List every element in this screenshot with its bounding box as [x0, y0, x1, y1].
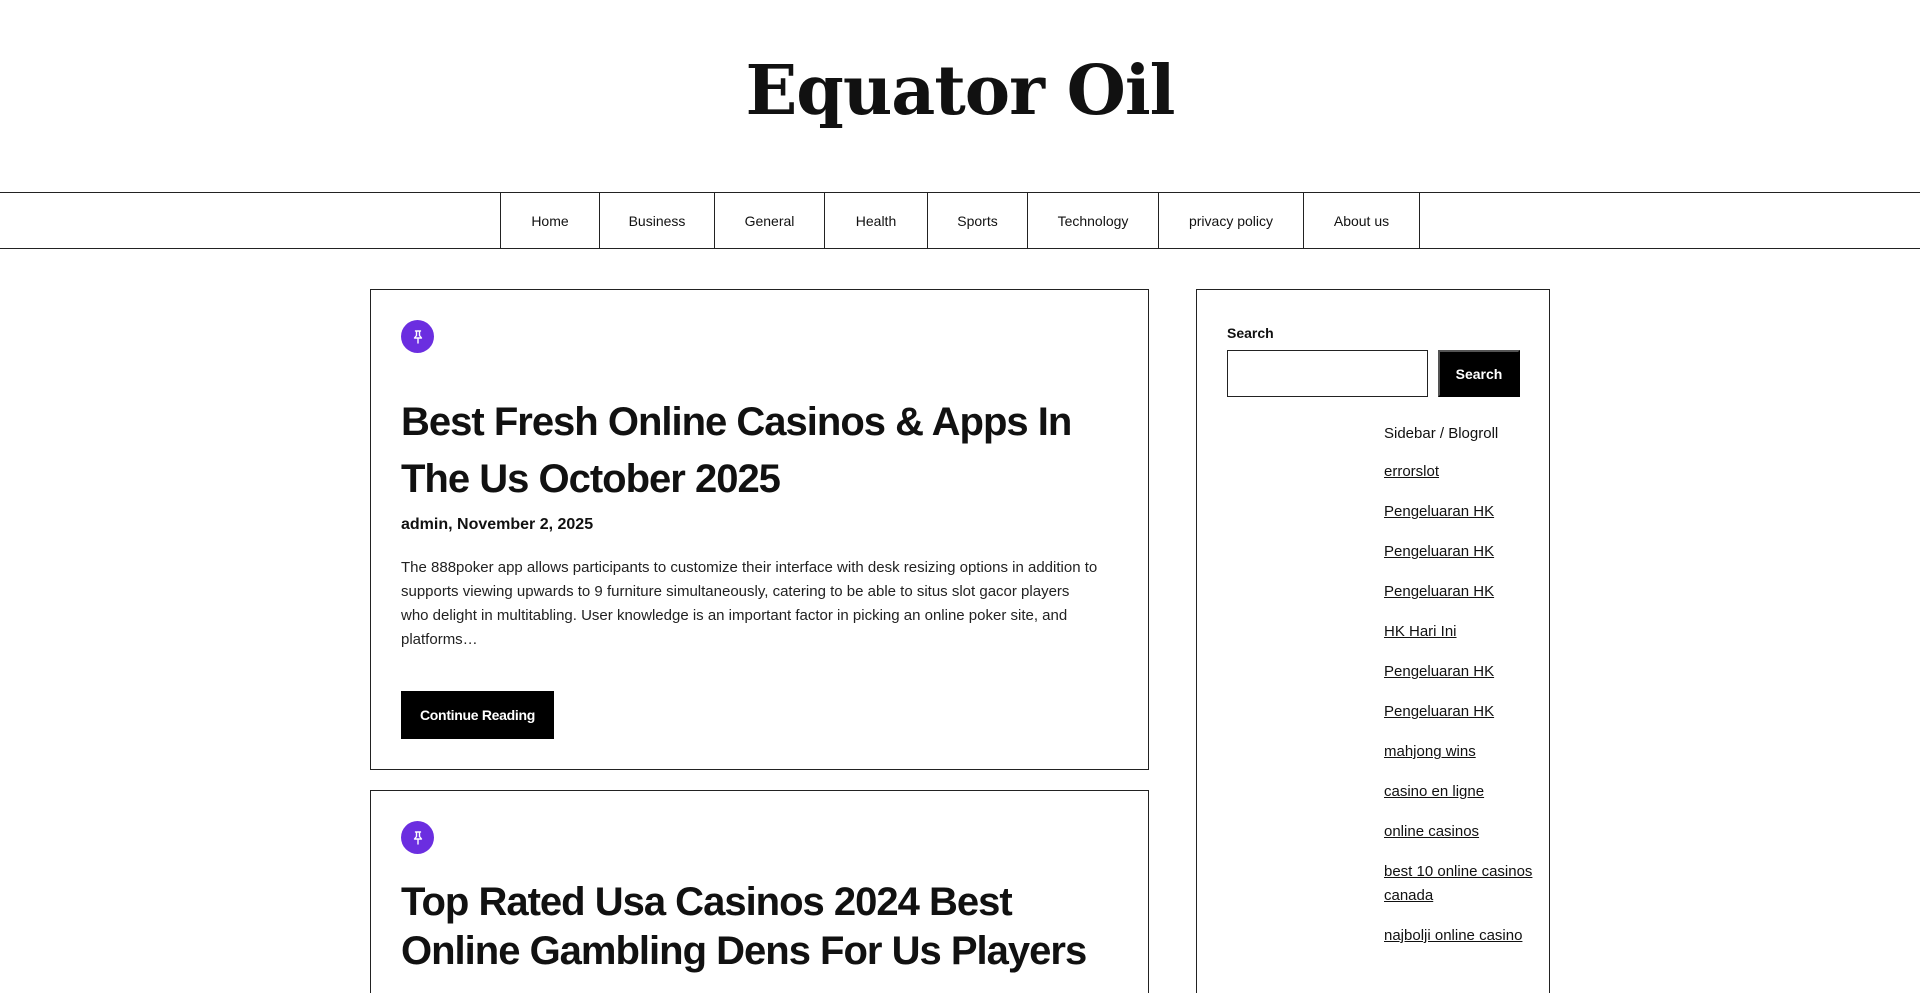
- blogroll-link[interactable]: Pengeluaran HK: [1384, 503, 1495, 520]
- search-input[interactable]: [1227, 350, 1428, 397]
- blogroll-link[interactable]: HK Hari Ini: [1384, 623, 1457, 640]
- post-card: [370, 790, 1149, 993]
- blogroll-link[interactable]: najbolji online casino: [1384, 927, 1523, 944]
- nav-item-technology[interactable]: Technology: [1028, 193, 1159, 248]
- post-title[interactable]: Top Rated Usa Casinos 2024 Best Online Gambling Dens For Us Players: [401, 880, 1087, 973]
- nav-item-business[interactable]: Business: [600, 193, 715, 248]
- blogroll-link[interactable]: online casinos: [1384, 823, 1480, 840]
- main-navigation: [0, 192, 1920, 249]
- pin-icon: [401, 821, 434, 854]
- blogroll-link[interactable]: best 10 online casinos canada: [1384, 863, 1533, 904]
- search-label: Search: [1227, 325, 1274, 341]
- nav-item-general[interactable]: General: [715, 193, 825, 248]
- post-card: [370, 289, 1149, 770]
- nav-item-about-us[interactable]: About us: [1304, 193, 1420, 248]
- nav-item-sports[interactable]: Sports: [928, 193, 1028, 248]
- site-title[interactable]: Equator Oil: [745, 51, 1175, 131]
- blogroll-link[interactable]: Pengeluaran HK: [1384, 583, 1495, 600]
- blogroll-link[interactable]: Pengeluaran HK: [1384, 663, 1495, 680]
- pin-icon: [401, 320, 434, 353]
- continue-reading-button[interactable]: Continue Reading: [401, 691, 554, 739]
- post-meta: admin, November 2, 2025: [401, 516, 594, 533]
- site-header: [0, 0, 1920, 193]
- nav-item-privacy-policy[interactable]: privacy policy: [1159, 193, 1304, 248]
- blogroll-heading: Sidebar / Blogroll: [1384, 425, 1499, 442]
- sidebar: [1196, 289, 1550, 993]
- nav-menu: [500, 193, 1420, 248]
- blogroll-link[interactable]: errorslot: [1384, 463, 1440, 480]
- search-button[interactable]: Search: [1438, 350, 1520, 397]
- blogroll: [1384, 420, 1534, 964]
- post-title[interactable]: Best Fresh Online Casinos & Apps In The Us October 2025: [401, 400, 1072, 501]
- blogroll-link[interactable]: casino en ligne: [1384, 783, 1485, 800]
- blogroll-link[interactable]: Pengeluaran HK: [1384, 703, 1495, 720]
- nav-item-home[interactable]: Home: [501, 193, 600, 248]
- blogroll-link[interactable]: Pengeluaran HK: [1384, 543, 1495, 560]
- blogroll-link[interactable]: mahjong wins: [1384, 743, 1476, 760]
- post-excerpt: The 888poker app allows participants to customize their interface with desk resizing options in addition to supports viewing upwards to 9 furniture simultaneously, catering to be able to situs slot gacor players who delight in multitabling. User knowledge is an important factor in picking an online poker site, and platforms…: [401, 559, 1098, 648]
- nav-item-health[interactable]: Health: [825, 193, 928, 248]
